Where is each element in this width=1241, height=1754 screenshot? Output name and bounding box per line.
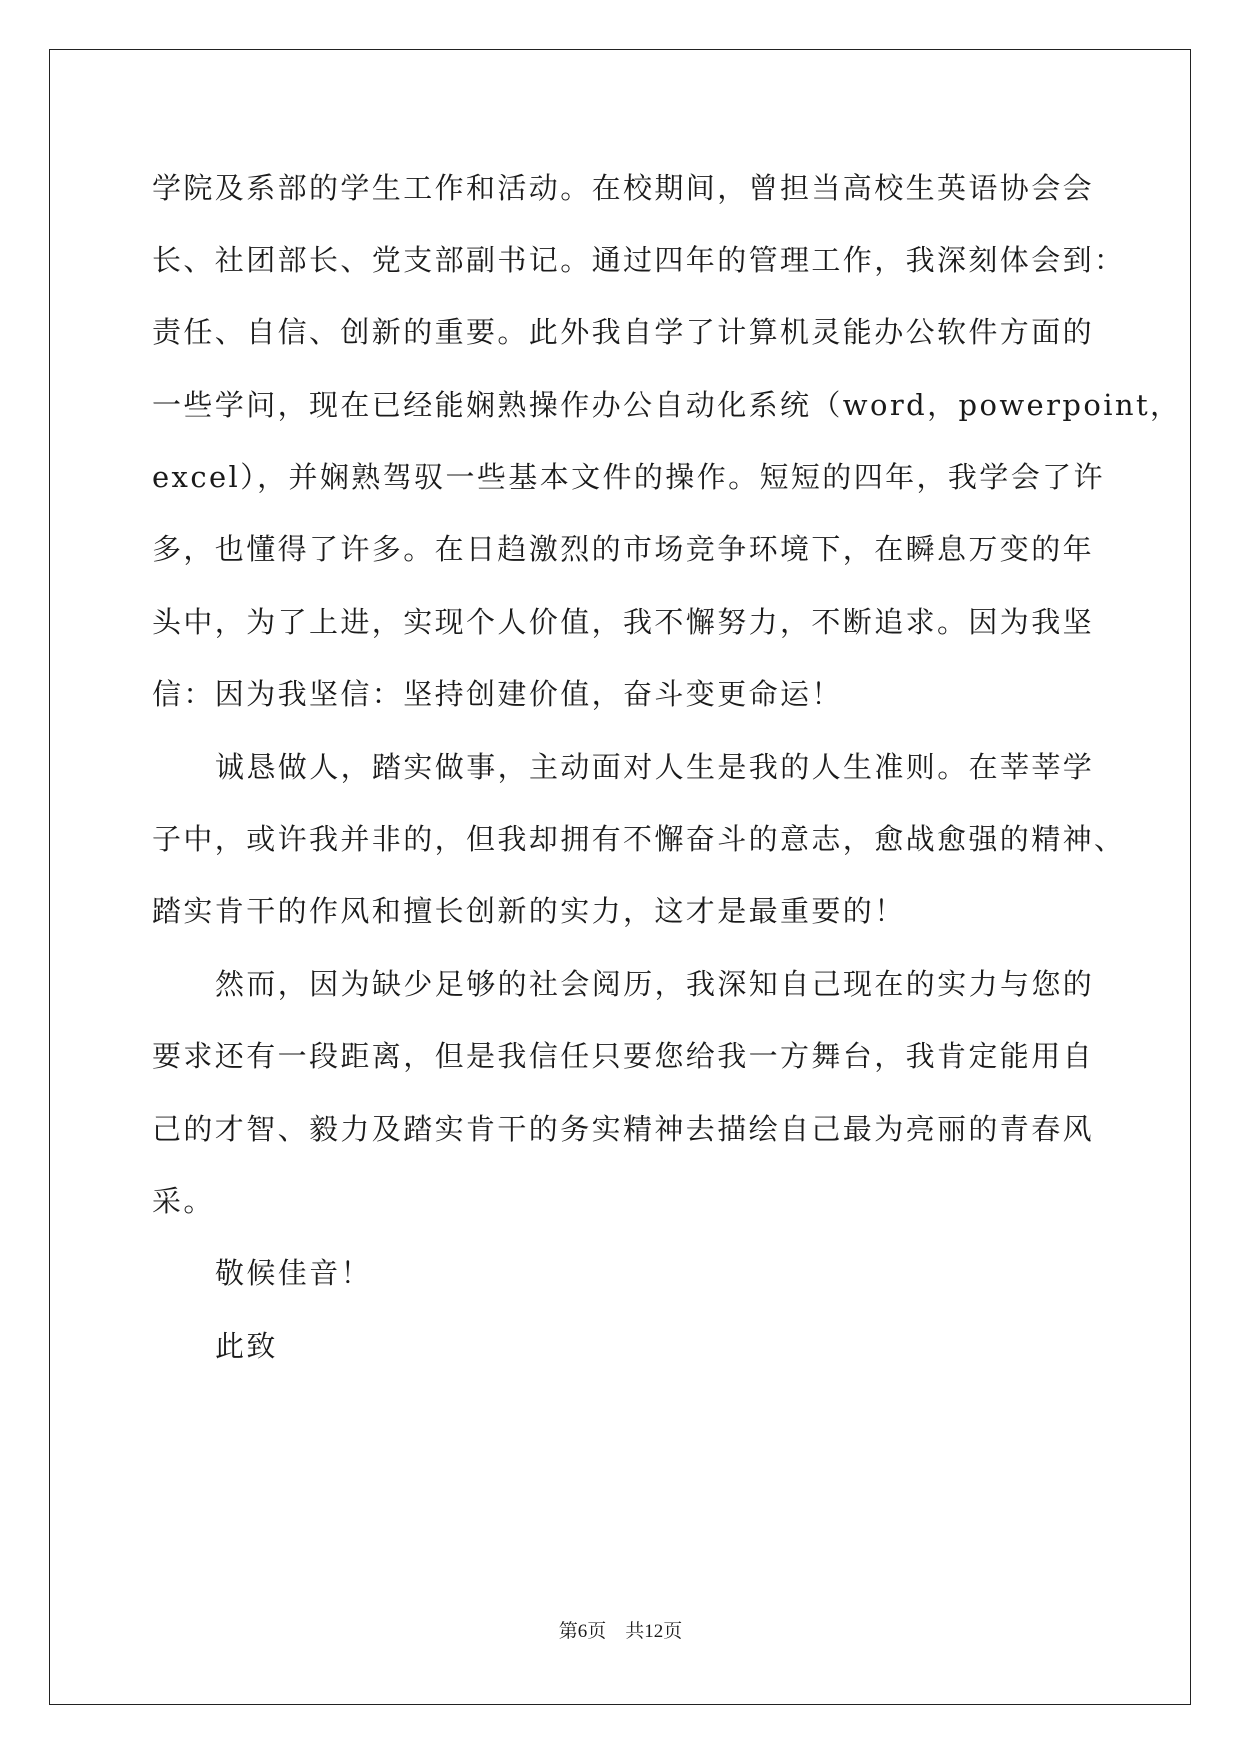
- paragraph-line: 头中，为了上进，实现个人价值，我不懈努力，不断追求。因为我坚: [152, 605, 1095, 639]
- paragraph-line: 然而，因为缺少足够的社会阅历，我深知自己现在的实力与您的: [215, 967, 1095, 1001]
- paragraph-line: 踏实肯干的作风和擅长创新的实力，这才是最重要的！: [152, 894, 906, 928]
- paragraph-line: 要求还有一段距离，但是我信任只要您给我一方舞台，我肯定能用自: [152, 1039, 1095, 1073]
- paragraph-line: 子中，或许我并非的，但我却拥有不懈奋斗的意志，愈战愈强的精神、: [152, 822, 1126, 856]
- paragraph-line: 采。: [152, 1184, 215, 1218]
- page-footer: [0, 1620, 1241, 1644]
- paragraph-line: 长、社团部长、党支部副书记。通过四年的管理工作，我深刻体会到：: [152, 243, 1126, 277]
- paragraph-line: 己的才智、毅力及踏实肯干的务实精神去描绘自己最为亮丽的青春风: [152, 1112, 1095, 1146]
- page-border: [49, 49, 1191, 1705]
- paragraph-line: 学院及系部的学生工作和活动。在校期间，曾担当高校生英语协会会: [152, 171, 1095, 205]
- page-total: 共12页: [625, 1621, 683, 1642]
- paragraph-line: 一些学问，现在已经能娴熟操作办公自动化系统（word，powerpoint，: [152, 388, 1182, 422]
- paragraph-line: 多，也懂得了许多。在日趋激烈的市场竞争环境下，在瞬息万变的年: [152, 532, 1095, 566]
- closing-line: 此致: [215, 1329, 278, 1363]
- paragraph-line: excel），并娴熟驾驭一些基本文件的操作。短短的四年，我学会了许: [152, 460, 1105, 494]
- paragraph-line: 责任、自信、创新的重要。此外我自学了计算机灵能办公软件方面的: [152, 315, 1095, 349]
- paragraph-line: 信：因为我坚信：坚持创建价值，奋斗变更命运！: [152, 677, 843, 711]
- page-number: 第6页: [558, 1621, 607, 1642]
- paragraph-line: 诚恳做人，踏实做事，主动面对人生是我的人生准则。在莘莘学: [215, 750, 1095, 784]
- closing-line: 敬候佳音！: [215, 1256, 373, 1290]
